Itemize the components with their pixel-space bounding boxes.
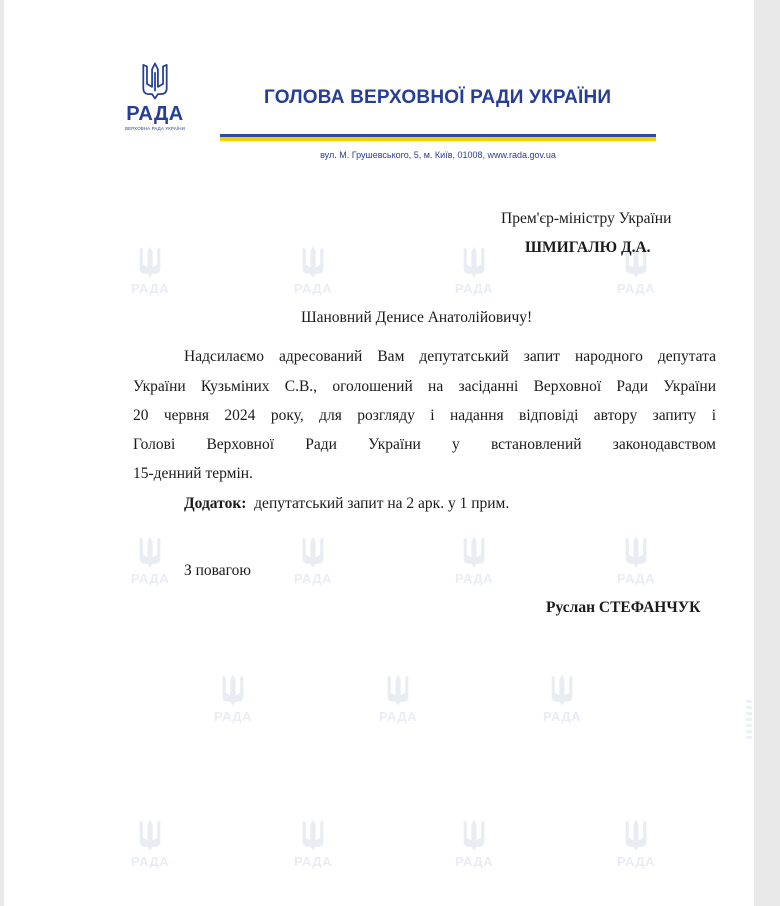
watermark bbox=[288, 818, 338, 869]
watermark bbox=[449, 245, 499, 296]
watermark-text: РАДА bbox=[454, 281, 494, 296]
watermark bbox=[125, 535, 175, 586]
trident-watermark-icon bbox=[300, 245, 326, 279]
trident-watermark-icon bbox=[300, 818, 326, 852]
body-line: України Кузьміних С.В., оголошений на засіданні Верховної Ради України bbox=[133, 378, 716, 395]
header-stripe-yellow bbox=[220, 137, 656, 141]
watermark-text: РАДА bbox=[293, 854, 333, 869]
trident-watermark-icon bbox=[549, 673, 575, 707]
trident-watermark-icon bbox=[623, 818, 649, 852]
trident-watermark-icon bbox=[137, 818, 163, 852]
watermark-text: РАДА bbox=[130, 854, 170, 869]
salutation: Шановний Денисе Анатолійовичу! bbox=[301, 309, 533, 326]
trident-watermark-icon bbox=[220, 673, 246, 707]
watermark-text: РАДА bbox=[293, 571, 333, 586]
watermark bbox=[125, 245, 175, 296]
trident-watermark-icon bbox=[461, 245, 487, 279]
watermark bbox=[449, 535, 499, 586]
trident-icon bbox=[140, 62, 170, 100]
watermark bbox=[611, 535, 661, 586]
watermark bbox=[208, 673, 258, 724]
attachment-label: Додаток: bbox=[184, 495, 247, 512]
watermark-text: РАДА bbox=[616, 281, 656, 296]
watermark bbox=[288, 535, 338, 586]
body-line: 20 червня 2024 року, для розгляду і надання відповіді автору запиту і bbox=[133, 407, 716, 424]
watermark-text: РАДА bbox=[213, 709, 253, 724]
logo-subtitle: ВЕРХОВНА РАДА УКРАЇНИ bbox=[125, 126, 185, 131]
closing: З повагою bbox=[184, 562, 251, 579]
watermark-text: РАДА bbox=[454, 854, 494, 869]
watermark bbox=[288, 245, 338, 296]
watermark-text: РАДА bbox=[616, 571, 656, 586]
watermark bbox=[449, 818, 499, 869]
watermark bbox=[611, 818, 661, 869]
body-line: 15-денний термін. bbox=[133, 465, 253, 482]
attachment bbox=[184, 495, 509, 513]
watermark bbox=[125, 818, 175, 869]
body-line: Надсилаємо адресований Вам депутатський запит народного депутата bbox=[184, 348, 716, 365]
watermark-text: РАДА bbox=[616, 854, 656, 869]
watermark-text: РАДА bbox=[454, 571, 494, 586]
watermark bbox=[537, 673, 587, 724]
attachment-text: депутатський запит на 2 арк. у 1 прим. bbox=[254, 495, 510, 512]
watermark bbox=[373, 673, 423, 724]
body-line: Голові Верховної Ради України у встановлений законодавством bbox=[133, 436, 716, 453]
trident-watermark-icon bbox=[461, 818, 487, 852]
watermark-text: РАДА bbox=[130, 281, 170, 296]
edge-watermark-fragment bbox=[746, 700, 752, 740]
org-title: ГОЛОВА ВЕРХОВНОЇ РАДИ УКРАЇНИ bbox=[264, 87, 612, 108]
trident-watermark-icon bbox=[137, 535, 163, 569]
trident-watermark-icon bbox=[461, 535, 487, 569]
trident-watermark-icon bbox=[137, 245, 163, 279]
logo-name: РАДА bbox=[126, 103, 184, 125]
signature-name: Руслан СТЕФАНЧУК bbox=[546, 599, 701, 616]
watermark-text: РАДА bbox=[130, 571, 170, 586]
watermark-text: РАДА bbox=[542, 709, 582, 724]
trident-watermark-icon bbox=[300, 535, 326, 569]
letter-page bbox=[4, 0, 754, 906]
org-address: вул. М. Грушевського, 5, м. Київ, 01008, www.rada.gov.ua bbox=[320, 150, 556, 160]
watermark-text: РАДА bbox=[378, 709, 418, 724]
trident-watermark-icon bbox=[623, 535, 649, 569]
recipient-position: Прем'єр-міністру України bbox=[501, 210, 672, 227]
rada-logo bbox=[122, 62, 188, 131]
trident-watermark-icon bbox=[385, 673, 411, 707]
watermark-text: РАДА bbox=[293, 281, 333, 296]
recipient-name: ШМИГАЛЮ Д.А. bbox=[525, 239, 651, 256]
